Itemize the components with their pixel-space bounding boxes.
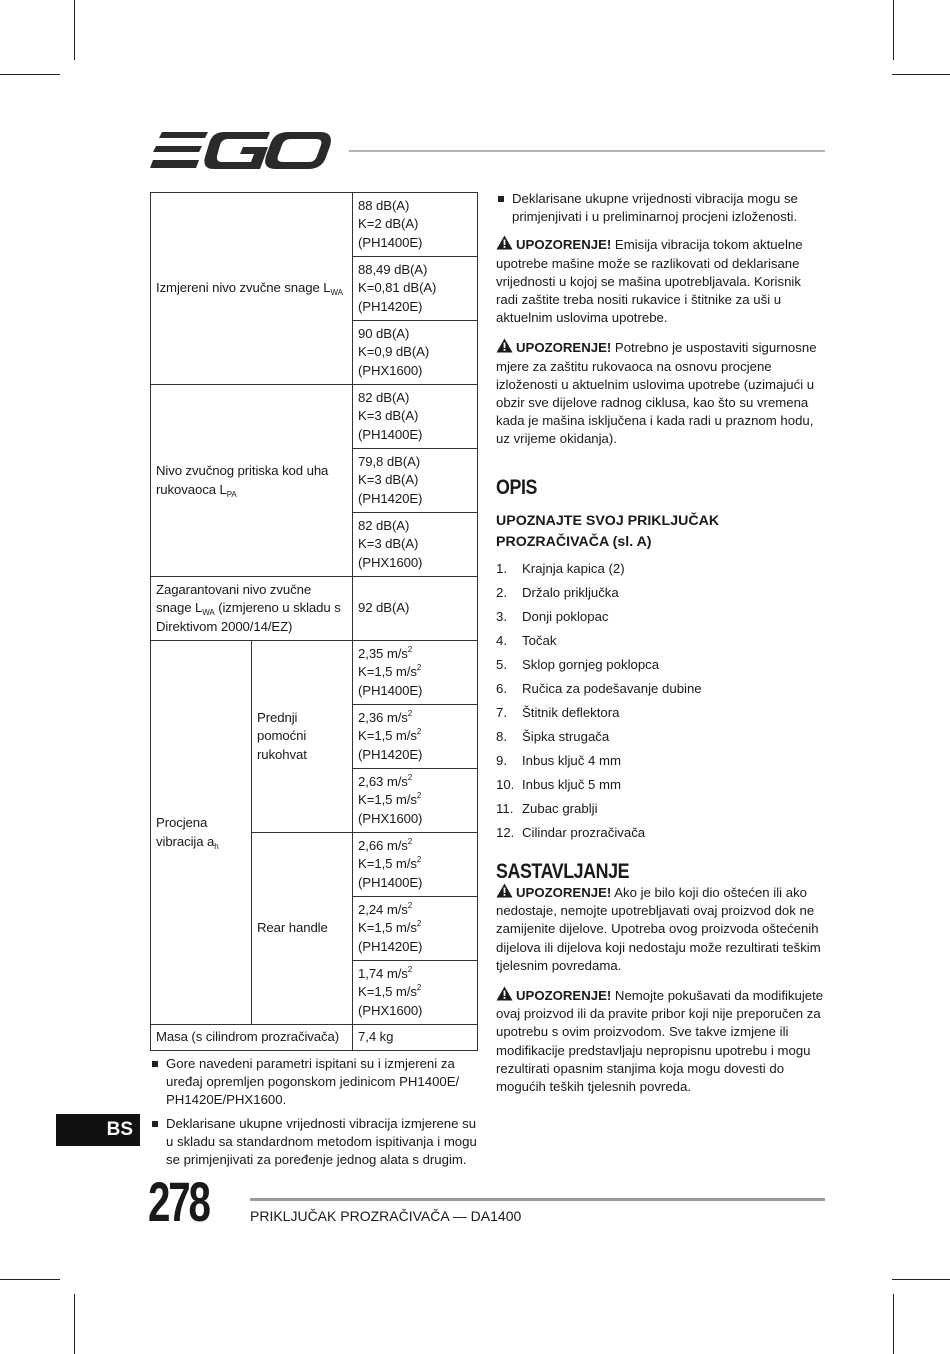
list-item: 5. Sklop gornjeg poklopca — [496, 656, 660, 672]
list-item: 10. Inbus ključ 5 mm — [496, 776, 621, 792]
list-item: 7. Štitnik deflektora — [496, 704, 620, 720]
crop-mark — [0, 74, 60, 75]
front-handle-label: Prednji pomoćni rukohvat — [252, 641, 353, 833]
note-item: Gore navedeni parametri ispitani su i izmjereni za uređaj opremljen pogonskom jedinicom PH1400E/ PH1420E/PHX1600. — [150, 1055, 480, 1110]
sound-pressure-value: 82 dB(A) K=3 dB(A) (PH1400E) — [353, 385, 478, 449]
right-column — [496, 190, 824, 1107]
warning-paragraph: UPOZORENJE! Emisija vibracija tokom aktuelne upotrebe mašine može se razlikovati od deklarisane vrijednosti u kojoj se mašina upotrebljavala. Korisnik radi zaštite treba nositi rukavice i štitnike za uši u aktuelnim uslovima upotrebe. — [496, 237, 803, 326]
list-item: 6. Ručica za podešavanje dubine — [496, 680, 702, 696]
bullet-square-icon — [152, 1121, 158, 1127]
crop-mark — [892, 74, 950, 75]
warning-triangle-icon — [496, 235, 513, 250]
crop-mark — [74, 1294, 75, 1354]
list-item: 2. Držalo priključka — [496, 584, 619, 600]
language-tab: BS — [56, 1114, 140, 1146]
crop-mark — [892, 1279, 950, 1280]
warning-triangle-icon — [496, 883, 513, 898]
rear-handle-vibration-value: 2,24 $m/s^2$ K=1,5 $m/s^2$ (PH1420E) — [353, 897, 478, 961]
crop-mark — [893, 0, 894, 60]
footer-rule — [250, 1198, 825, 1201]
front-handle-vibration-value: 2,36 $m/s^2$ K=1,5 $m/s^2$ (PH1420E) — [353, 705, 478, 769]
sound-power-value: 90 dB(A) K=0,9 dB(A) (PHX1600) — [353, 321, 478, 385]
warning-paragraph: UPOZORENJE! Nemojte pokušavati da modifikujete ovaj proizvod ili da pravite pribor koji nije preporučen za upotrebu s ovim proizvodom. Sve takve izmjene ili modifikacije predstavljaju nepropisnu upotrebu i mogu rezultirati opasnim stanjima koja mogu dovesti do mogućih teških tjelesnih povreda. — [496, 988, 824, 1095]
sound-pressure-label: Nivo zvučnog pritiska kod uha rukovaoca $L_{PA}$ — [151, 385, 353, 577]
warning-triangle-icon — [496, 986, 513, 1001]
crop-mark — [893, 1294, 894, 1354]
footer-title: PRIKLJUČAK PROZRAČIVAČA — DA1400 — [250, 1208, 522, 1224]
bullet-square-icon — [498, 196, 504, 202]
assembly-heading: SASTAVLJANJE — [496, 859, 630, 883]
warning-triangle-icon — [496, 338, 513, 353]
header-rule — [349, 150, 825, 152]
opis-heading: OPIS — [496, 475, 537, 499]
ego-logo — [150, 128, 332, 174]
list-item: 8. Šipka strugača — [496, 728, 610, 744]
crop-mark — [0, 1279, 60, 1280]
warning-paragraph: UPOZORENJE! Potrebno je uspostaviti sigurnosne mjere za zaštitu rukovaoca na osnovu procjene izloženosti u aktuelnim uslovima upotrebe (uzimajući u obzir sve dijelove radnog ciklusa, kao što su vremena kada je mašina isključena i kada radi u praznom hodu, uz vrijeme okidanja). — [496, 340, 817, 447]
rear-handle-vibration-value: 2,66 $m/s^2$ K=1,5 $m/s^2$ (PH1400E) — [353, 833, 478, 897]
note-item: Deklarisane ukupne vrijednosti vibracija izmjerene su u skladu sa standardnom metodom ispitivanja i mogu se primjenjivati za poređenje jednog alata s drugim. — [150, 1115, 480, 1170]
list-item: 9. Inbus ključ 4 mm — [496, 752, 621, 768]
specification-table — [150, 192, 478, 1051]
crop-mark — [74, 0, 75, 60]
page-number: 278 — [148, 1170, 209, 1233]
front-handle-vibration-value: 2,35 $m/s^2$ K=1,5 $m/s^2$ (PH1400E) — [353, 641, 478, 705]
list-item: 11. Zubac grablji — [496, 800, 598, 816]
opis-subheading: UPOZNAJTE SVOJ PRIKLJUČAK PROZRAČIVAČA (sl. A) — [496, 512, 720, 550]
guaranteed-sound-power-value: 92 dB(A) — [353, 577, 478, 641]
list-item: 1. Krajnja kapica (2) — [496, 560, 625, 576]
table-notes — [150, 1055, 480, 1174]
rear-handle-label: Rear handle — [252, 833, 353, 1025]
mass-label: Masa (s cilindrom prozračivača) — [151, 1025, 353, 1051]
rear-handle-vibration-value: 1,74 $m/s^2$ K=1,5 $m/s^2$ (PHX1600) — [353, 961, 478, 1025]
sound-pressure-value: 79,8 dB(A) K=3 dB(A) (PH1420E) — [353, 449, 478, 513]
list-item: 12. Cilindar prozračivača — [496, 824, 646, 840]
vibration-label: Procjena vibracija $a_h$ — [151, 641, 252, 1025]
vibration-bullet: Deklarisane ukupne vrijednosti vibracija mogu se primjenjivati i u preliminarnoj procjeni izloženosti. — [496, 190, 824, 226]
sound-power-value: 88 dB(A) K=2 dB(A) (PH1400E) — [353, 193, 478, 257]
guaranteed-sound-power-label: Zagarantovani nivo zvučne snage $L_{WA}$ (izmjereno u skladu s Direktivom 2000/14/EZ) — [151, 577, 353, 641]
sound-power-value: 88,49 dB(A) K=0,81 dB(A) (PH1420E) — [353, 257, 478, 321]
list-item: 4. Točak — [496, 632, 557, 648]
bullet-square-icon — [152, 1061, 158, 1067]
mass-value: 7,4 kg — [353, 1025, 478, 1051]
list-item: 3. Donji poklopac — [496, 608, 609, 624]
front-handle-vibration-value: 2,63 $m/s^2$ K=1,5 $m/s^2$ (PHX1600) — [353, 769, 478, 833]
sound-power-label: Izmjereni nivo zvučne snage $L_{WA}$ — [151, 193, 353, 385]
sound-pressure-value: 82 dB(A) K=3 dB(A) (PHX1600) — [353, 513, 478, 577]
parts-list — [496, 557, 824, 845]
warning-paragraph: UPOZORENJE! Ako je bilo koji dio oštećen ili ako nedostaje, nemojte upotrebljavati ovaj proizvod dok ne zamijenite dijelove. Upotreba ovog proizvoda oštećenih dijelova ili dijelova koji nedostaju može rezultirati teškim tjelesnim povredama. — [496, 885, 821, 973]
